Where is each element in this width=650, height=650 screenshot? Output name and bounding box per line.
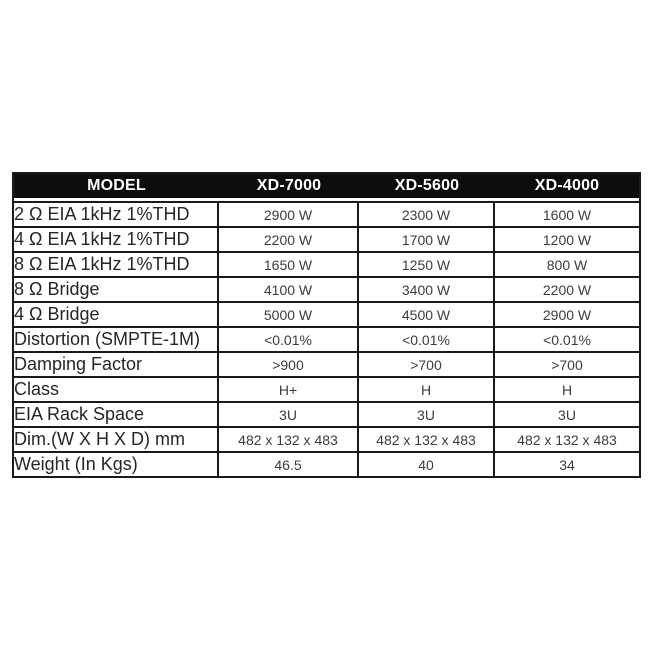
cell-value: <0.01%: [359, 326, 495, 351]
row-label: 8 Ω EIA 1kHz 1%THD: [14, 251, 219, 276]
table-row: [14, 201, 639, 226]
cell-value: 1600 W: [495, 201, 639, 226]
cell-value: 40: [359, 451, 495, 476]
cell-value: 482 x 132 x 483: [359, 426, 495, 451]
table-row: [14, 426, 639, 451]
table-body: [14, 201, 639, 476]
cell-value: 1250 W: [359, 251, 495, 276]
table-row: [14, 351, 639, 376]
cell-value: 3400 W: [359, 276, 495, 301]
cell-value: 34: [495, 451, 639, 476]
cell-value: 1650 W: [219, 251, 359, 276]
cell-value: 5000 W: [219, 301, 359, 326]
cell-value: 1700 W: [359, 226, 495, 251]
cell-value: 482 x 132 x 483: [495, 426, 639, 451]
table-header-row: [14, 174, 639, 201]
cell-value: 3U: [495, 401, 639, 426]
cell-value: H: [359, 376, 495, 401]
table-row: [14, 451, 639, 476]
cell-value: 800 W: [495, 251, 639, 276]
cell-value: 2200 W: [495, 276, 639, 301]
row-label: 4 Ω EIA 1kHz 1%THD: [14, 226, 219, 251]
table-row: [14, 226, 639, 251]
row-label: Distortion (SMPTE-1M): [14, 326, 219, 351]
table-row: [14, 251, 639, 276]
table-row: [14, 401, 639, 426]
row-label: Dim.(W X H X D) mm: [14, 426, 219, 451]
column-header-xd-4000: XD-4000: [495, 174, 639, 201]
cell-value: >900: [219, 351, 359, 376]
row-label: Class: [14, 376, 219, 401]
cell-value: 4500 W: [359, 301, 495, 326]
spec-table: [12, 172, 641, 478]
row-label: 2 Ω EIA 1kHz 1%THD: [14, 201, 219, 226]
column-header-xd-5600: XD-5600: [359, 174, 495, 201]
cell-value: 3U: [219, 401, 359, 426]
cell-value: 2200 W: [219, 226, 359, 251]
cell-value: >700: [359, 351, 495, 376]
cell-value: <0.01%: [495, 326, 639, 351]
row-label: 4 Ω Bridge: [14, 301, 219, 326]
column-header-xd-7000: XD-7000: [219, 174, 359, 201]
row-label: 8 Ω Bridge: [14, 276, 219, 301]
cell-value: H+: [219, 376, 359, 401]
table-row: [14, 326, 639, 351]
cell-value: 2900 W: [219, 201, 359, 226]
row-label: Damping Factor: [14, 351, 219, 376]
cell-value: 46.5: [219, 451, 359, 476]
cell-value: 4100 W: [219, 276, 359, 301]
column-header-model: MODEL: [14, 174, 219, 201]
row-label: EIA Rack Space: [14, 401, 219, 426]
cell-value: 2900 W: [495, 301, 639, 326]
cell-value: 482 x 132 x 483: [219, 426, 359, 451]
row-label: Weight (In Kgs): [14, 451, 219, 476]
cell-value: >700: [495, 351, 639, 376]
cell-value: H: [495, 376, 639, 401]
cell-value: 1200 W: [495, 226, 639, 251]
cell-value: 3U: [359, 401, 495, 426]
table-row: [14, 276, 639, 301]
cell-value: 2300 W: [359, 201, 495, 226]
table-row: [14, 301, 639, 326]
cell-value: <0.01%: [219, 326, 359, 351]
table-row: [14, 376, 639, 401]
